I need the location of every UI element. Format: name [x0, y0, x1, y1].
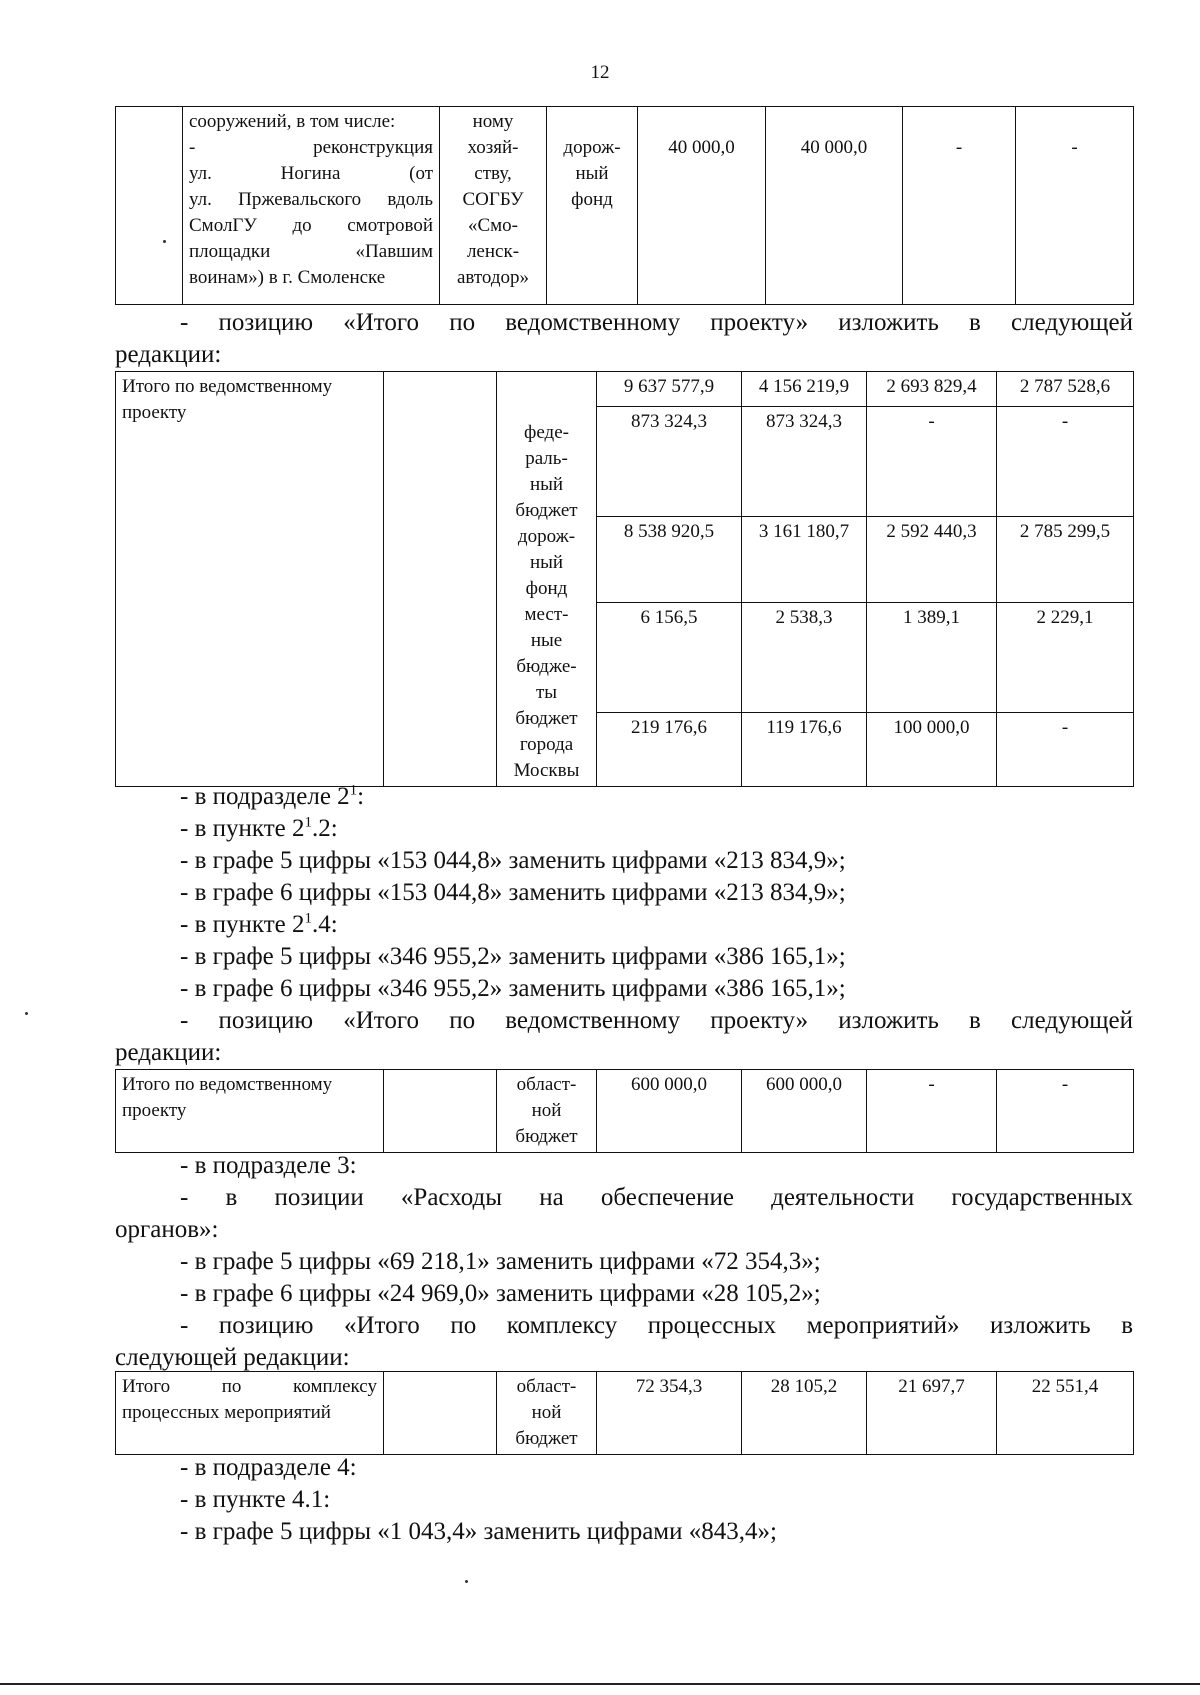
moscow-budget-value: 119 176,6	[742, 713, 867, 787]
federal-value: -	[867, 407, 997, 517]
line-item: - в пункте 4.1:	[180, 1486, 331, 1513]
value-cell: -	[997, 1070, 1134, 1153]
total-label-cell: Итого по комплексу процессных мероприятий	[116, 1372, 384, 1455]
value-cell: 72 354,3	[597, 1372, 742, 1455]
moscow-budget-value: -	[997, 713, 1134, 787]
road-fund-value: 8 538 920,5	[597, 517, 742, 603]
road-fund-value: 2 592 440,3	[867, 517, 997, 603]
paragraph-instruction: - позицию «Итого по комплексу процессных мероприятий» изложить в	[180, 1312, 1133, 1339]
line-replace: - в графе 5 цифры «1 043,4» заменить цифрами «843,4»;	[180, 1518, 777, 1545]
line-subsection: - в подразделе $2^1$:	[180, 782, 365, 810]
line-replace: - в графе 6 цифры «153 044,8» заменить цифрами «213 834,9»;	[180, 879, 846, 906]
line-item: - в пункте $2^1.2$:	[180, 814, 338, 842]
paragraph-continuation: редакции:	[115, 341, 222, 368]
table-total-project	[115, 371, 1134, 787]
moscow-budget-value: 100 000,0	[867, 713, 997, 787]
empty-cell	[116, 107, 183, 305]
paragraph-continuation: следующей редакции:	[115, 1344, 350, 1371]
local-budget-value: 2 229,1	[997, 603, 1134, 713]
value-cell: 40 000,0	[766, 107, 903, 305]
value-cell: 40 000,0	[638, 107, 766, 305]
table-continuation	[115, 106, 1134, 305]
total-label-cell: Итого по ведомственному проекту	[116, 1070, 384, 1153]
table-total-processes	[115, 1371, 1134, 1455]
federal-value: 873 324,3	[742, 407, 867, 517]
paragraph-instruction: - позицию «Итого по ведомственному проекту» изложить в следующей	[180, 1007, 1133, 1034]
line-subsection: - в подразделе 4:	[180, 1454, 357, 1481]
road-fund-value: 2 785 299,5	[997, 517, 1134, 603]
total-label-cell: Итого по ведомственному проекту	[116, 372, 384, 787]
scan-speck	[465, 1580, 468, 1583]
total-value: 9 637 577,9	[597, 372, 742, 407]
line-item: - в пункте $2^1.4$:	[180, 910, 338, 938]
sources-cell: феде- раль- ный бюджет дорож- ный фонд мест- ные бюдже- ты бюджет города Москвы	[497, 372, 597, 787]
total-value: 2 693 829,4	[867, 372, 997, 407]
value-cell: 22 551,4	[997, 1372, 1134, 1455]
line-position: - в позиции «Расходы на обеспечение деятельности государственных	[180, 1184, 1133, 1211]
total-value: 4 156 219,9	[742, 372, 867, 407]
value-cell: 600 000,0	[597, 1070, 742, 1153]
source-cell: дорож- ный фонд	[547, 107, 638, 305]
value-cell: -	[903, 107, 1016, 305]
source-cell: област- ной бюджет	[497, 1070, 597, 1153]
value-cell: -	[867, 1070, 997, 1153]
line-replace: - в графе 5 цифры «153 044,8» заменить цифрами «213 834,9»;	[180, 847, 846, 874]
object-name-cell: сооружений, в том числе: - реконструкция ул. Ногина (от ул. Пржевальского вдоль СмолГУ до смотровой площадки «Павшим воинам») в г. Смоленске	[183, 107, 440, 305]
value-cell: -	[1016, 107, 1134, 305]
line-position-cont: органов»:	[115, 1216, 219, 1243]
line-replace: - в графе 5 цифры «69 218,1» заменить цифрами «72 354,3»;	[180, 1248, 821, 1275]
value-cell: 28 105,2	[742, 1372, 867, 1455]
local-budget-value: 2 538,3	[742, 603, 867, 713]
federal-value: 873 324,3	[597, 407, 742, 517]
source-cell: област- ной бюджет	[497, 1372, 597, 1455]
local-budget-value: 6 156,5	[597, 603, 742, 713]
empty-cell	[384, 372, 497, 787]
executor-cell: ному хозяй- ству, СОГБУ «Смо- ленск- автодор»	[440, 107, 547, 305]
value-cell: 21 697,7	[867, 1372, 997, 1455]
line-replace: - в графе 5 цифры «346 955,2» заменить цифрами «386 165,1»;	[180, 943, 846, 970]
line-replace: - в графе 6 цифры «346 955,2» заменить цифрами «386 165,1»;	[180, 975, 846, 1002]
empty-cell	[384, 1372, 497, 1455]
road-fund-value: 3 161 180,7	[742, 517, 867, 603]
scan-speck	[163, 240, 166, 243]
empty-cell	[384, 1070, 497, 1153]
page-number: 12	[590, 62, 610, 83]
local-budget-value: 1 389,1	[867, 603, 997, 713]
federal-value: -	[997, 407, 1134, 517]
scan-edge-line	[0, 1683, 1200, 1685]
paragraph-instruction: - позицию «Итого по ведомственному проекту» изложить в следующей	[180, 309, 1133, 336]
scan-speck	[25, 1012, 28, 1015]
moscow-budget-value: 219 176,6	[597, 713, 742, 787]
table-total-project-regional	[115, 1069, 1134, 1153]
paragraph-continuation: редакции:	[115, 1039, 222, 1066]
total-value: 2 787 528,6	[997, 372, 1134, 407]
line-replace: - в графе 6 цифры «24 969,0» заменить цифрами «28 105,2»;	[180, 1280, 821, 1307]
line-subsection: - в подразделе 3:	[180, 1152, 357, 1179]
value-cell: 600 000,0	[742, 1070, 867, 1153]
